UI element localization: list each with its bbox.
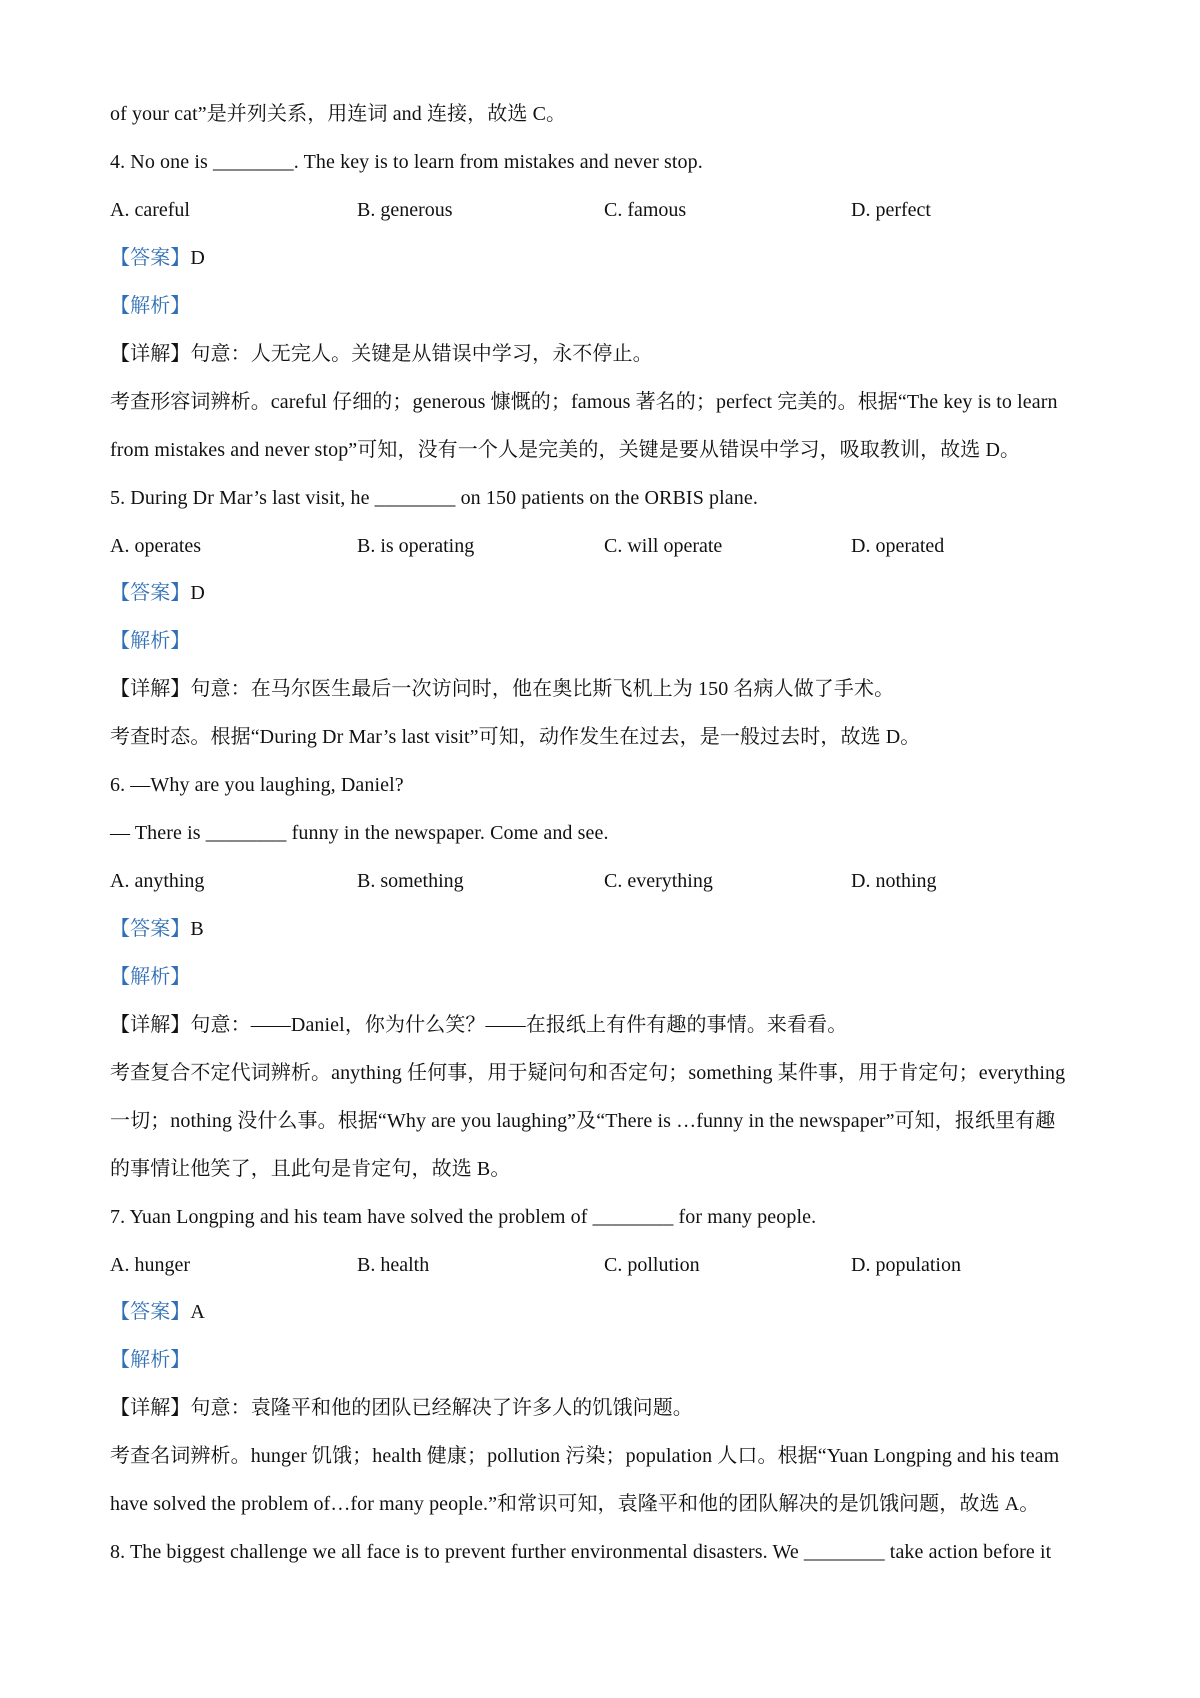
detail-text: 句意：人无完人。关键是从错误中学习，永不停止。 [190, 343, 653, 365]
explanation-line: have solved the problem of…for many people.”和常识可知，袁隆平和他的团队解决的是饥饿问题，故选 A。 [110, 1493, 1040, 1515]
question-5: 5. During Dr Mar’s last visit, he ________ on 150 patients on the ORBIS plane. [110, 487, 758, 509]
question-6: 6. —Why are you laughing, Daniel? [110, 774, 404, 796]
option-b: B. something [357, 870, 464, 892]
detail-label: 【详解】 [110, 1397, 191, 1419]
detail-line-q6 [110, 1012, 1100, 1038]
answer-line-q6 [110, 916, 1100, 942]
detail-text: 句意：在马尔医生最后一次访问时，他在奥比斯飞机上为 150 名病人做了手术。 [190, 678, 895, 700]
explanation-line: 一切；nothing 没什么事。根据“Why are you laughing”及“There is …funny in the newspaper”可知，报纸里有趣 [110, 1110, 1056, 1132]
option-a: A. anything [110, 870, 205, 892]
option-a: A. hunger [110, 1254, 190, 1276]
analysis-label: 【解析】 [110, 295, 191, 317]
detail-line-q4 [110, 341, 1100, 367]
analysis-label: 【解析】 [110, 966, 191, 988]
question-7: 7. Yuan Longping and his team have solved the problem of ________ for many people. [110, 1206, 817, 1228]
explanation-line: 考查名词辨析。hunger 饥饿；health 健康；pollution 污染；population 人口。根据“Yuan Longping and his team [110, 1445, 1060, 1467]
answer-label: 【答案】 [110, 582, 191, 604]
explanation-line: 考查时态。根据“During Dr Mar’s last visit”可知，动作发生在过去，是一般过去时，故选 D。 [110, 726, 921, 748]
analysis-label: 【解析】 [110, 1349, 191, 1371]
options-q4 [110, 197, 1100, 223]
answer-value: B [190, 918, 204, 940]
option-d: D. operated [851, 535, 945, 557]
option-b: B. health [357, 1254, 430, 1276]
explanation-line: 的事情让他笑了，且此句是肯定句，故选 B。 [110, 1158, 511, 1180]
answer-label: 【答案】 [110, 918, 191, 940]
answer-value: D [190, 582, 205, 604]
option-a: A. careful [110, 199, 190, 221]
question-8: 8. The biggest challenge we all face is to prevent further environmental disasters. We ________ take action before it [110, 1541, 1052, 1563]
option-d: D. perfect [851, 199, 931, 221]
question-4: 4. No one is ________. The key is to learn from mistakes and never stop. [110, 151, 703, 173]
options-q5 [110, 533, 1100, 559]
answer-value: D [190, 247, 205, 269]
detail-label: 【详解】 [110, 343, 191, 365]
detail-label: 【详解】 [110, 678, 191, 700]
detail-text: 句意：——Daniel，你为什么笑？——在报纸上有件有趣的事情。来看看。 [190, 1014, 848, 1036]
detail-text: 句意：袁隆平和他的团队已经解决了许多人的饥饿问题。 [190, 1397, 693, 1419]
option-b: B. is operating [357, 535, 475, 557]
option-c: C. pollution [604, 1254, 700, 1276]
option-c: C. famous [604, 199, 687, 221]
answer-line-q4 [110, 245, 1100, 271]
option-c: C. everything [604, 870, 713, 892]
detail-line-q7 [110, 1395, 1100, 1421]
option-c: C. will operate [604, 535, 723, 557]
answer-label: 【答案】 [110, 1301, 191, 1323]
answer-label: 【答案】 [110, 247, 191, 269]
explanation-line: from mistakes and never stop”可知，没有一个人是完美的，关键是要从错误中学习，吸取教训，故选 D。 [110, 439, 1021, 461]
option-d: D. population [851, 1254, 961, 1276]
question-6-response: — There is ________ funny in the newspaper. Come and see. [110, 822, 609, 844]
options-q6 [110, 868, 1100, 894]
answer-line-q5 [110, 580, 1100, 606]
explanation-line: 考查复合不定代词辨析。anything 任何事，用于疑问句和否定句；something 某件事，用于肯定句；everything [110, 1062, 1066, 1084]
text-line: of your cat”是并列关系，用连词 and 连接，故选 C。 [110, 103, 567, 125]
answer-line-q7 [110, 1299, 1100, 1325]
option-b: B. generous [357, 199, 453, 221]
detail-line-q5 [110, 676, 1100, 702]
detail-label: 【详解】 [110, 1014, 191, 1036]
answer-value: A [190, 1301, 205, 1323]
options-q7 [110, 1252, 1100, 1278]
option-a: A. operates [110, 535, 202, 557]
analysis-label: 【解析】 [110, 630, 191, 652]
option-d: D. nothing [851, 870, 937, 892]
explanation-line: 考查形容词辨析。careful 仔细的；generous 慷慨的；famous 著名的；perfect 完美的。根据“The key is to learn [110, 391, 1058, 413]
